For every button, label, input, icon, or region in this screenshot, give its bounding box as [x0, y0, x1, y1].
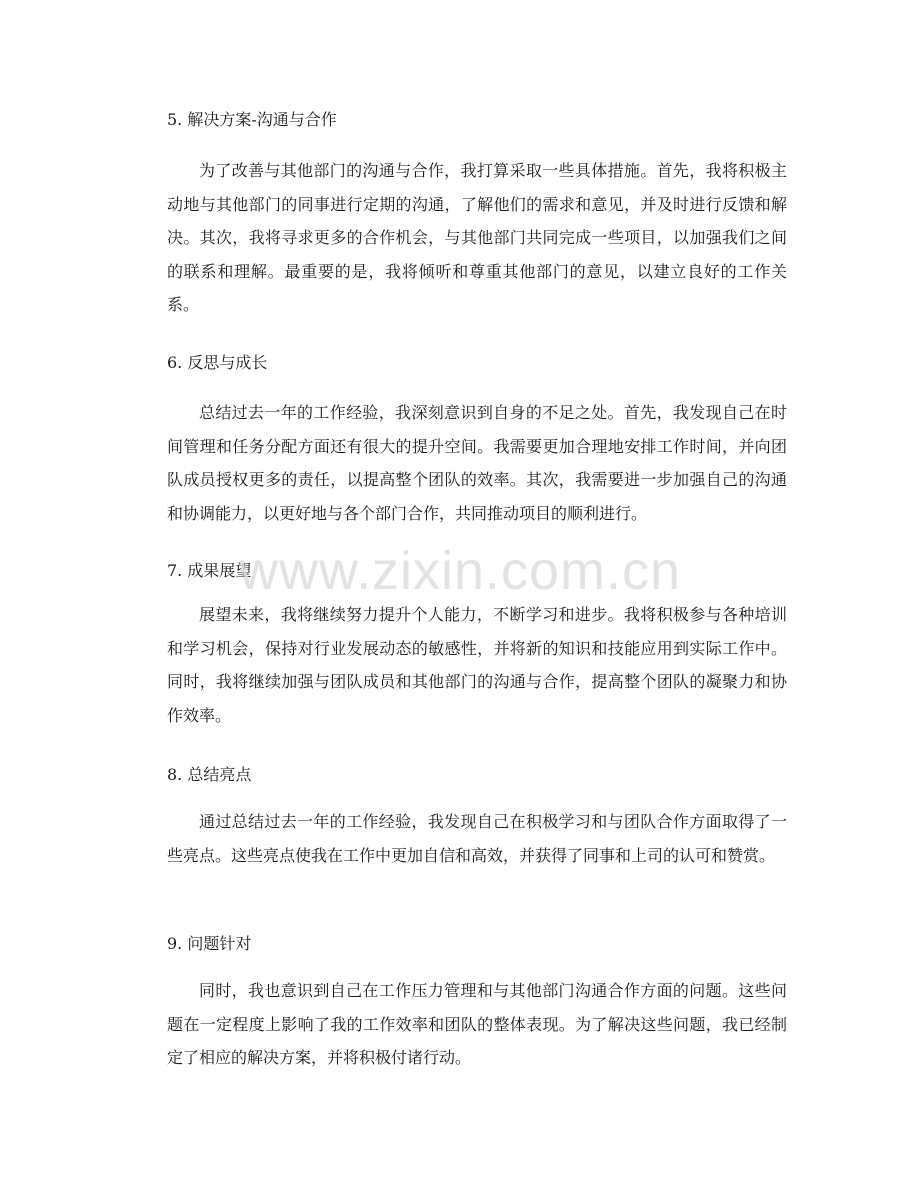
section-heading-5: 5. 解决方案-沟通与合作 — [167, 110, 337, 129]
section-heading-7: 7. 成果展望 — [167, 561, 252, 580]
section-body-7: 展望未来，我将继续努力提升个人能力，不断学习和进步。我将积极参与各种培训和学习机会，保持对行业发展动态的敏感性，并将新的知识和技能应用到实际工作中。同时，我将继续加强与团队成员和其他部门的沟通与合作，提高整个团队的凝聚力和协作效率。 — [167, 605, 787, 725]
section-body-8: 通过总结过去一年的工作经验，我发现自己在积极学习和与团队合作方面取得了一些亮点。这些亮点使我在工作中更加自信和高效，并获得了同事和上司的认可和赞赏。 — [167, 812, 787, 865]
section-body-5: 为了改善与其他部门的沟通与合作，我打算采取一些具体措施。首先，我将积极主动地与其他部门的同事进行定期的沟通，了解他们的需求和意见，并及时进行反馈和解决。其次，我将寻求更多的合作机会，与其他部门共同完成一些项目，以加强我们之间的联系和理解。最重要的是，我将倾听和尊重其他部门的意见，以建立良好的工作关系。 — [167, 161, 787, 315]
section-heading-8: 8. 总结亮点 — [167, 765, 252, 784]
section-body-9: 同时，我也意识到自己在工作压力管理和与其他部门沟通合作方面的问题。这些问题在一定程度上影响了我的工作效率和团队的整体表现。为了解决这些问题，我已经制定了相应的解决方案，并将积极付诸行动。 — [167, 981, 787, 1068]
watermark: www.zixin.com.cn — [238, 541, 682, 601]
section-heading-9: 9. 问题针对 — [167, 934, 252, 953]
section-body-6: 总结过去一年的工作经验，我深刻意识到自身的不足之处。首先，我发现自己在时间管理和任务分配方面还有很大的提升空间。我需要更加合理地安排工作时间，并向团队成员授权更多的责任，以提高整个团队的效率。其次，我需要进一步加强自己的沟通和协调能力，以更好地与各个部门合作，共同推动项目的顺利进行。 — [167, 403, 787, 523]
section-heading-6: 6. 反思与成长 — [167, 353, 268, 372]
